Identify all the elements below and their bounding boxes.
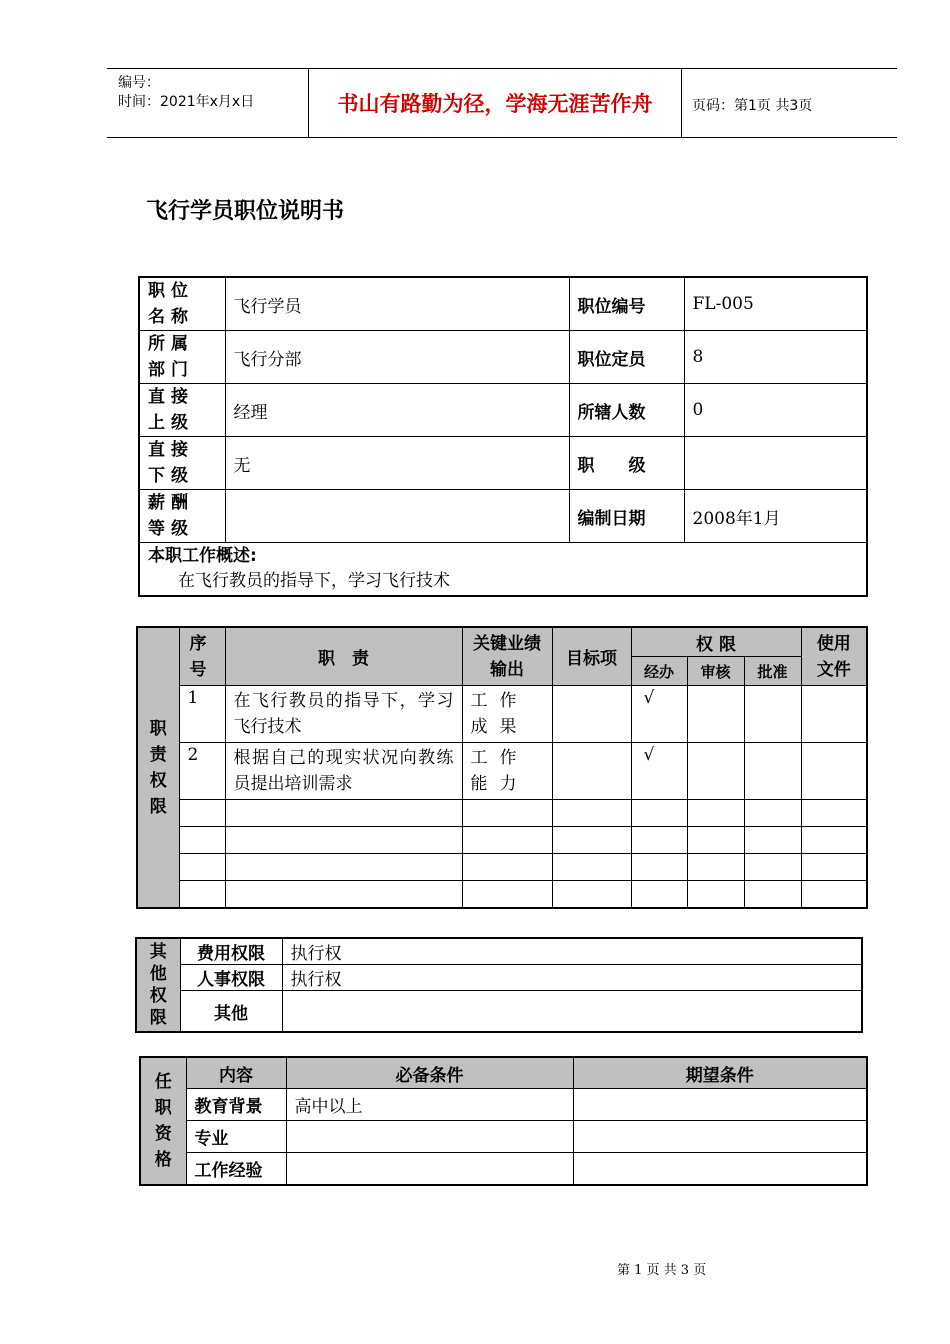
row-target: [552, 743, 631, 800]
document-title: 飞行学员职位说明书: [146, 199, 345, 224]
value-other-authority: [282, 991, 862, 1033]
other-authority-table: [135, 937, 863, 1033]
table-row: [139, 331, 867, 384]
label-education: 教育背景: [186, 1089, 286, 1121]
table-row: [140, 1153, 867, 1186]
table-row: [136, 965, 862, 991]
table-row: [137, 800, 867, 827]
qualifications-section-label-cell: [140, 1057, 186, 1185]
table-row: [137, 743, 867, 800]
other-section-label-cell: [136, 938, 180, 1032]
value-superior: 经理: [225, 384, 569, 437]
value-education-required: 高中以上: [286, 1089, 573, 1121]
summary-cell: [139, 543, 867, 597]
table-row: [137, 686, 867, 743]
row-review: [687, 686, 744, 743]
table-row: [136, 938, 862, 965]
label-department: 所属部门: [139, 331, 225, 384]
table-row: [136, 991, 862, 1033]
table-row: [140, 1057, 867, 1089]
value-major-required: [286, 1121, 573, 1153]
label-date: 编制日期: [569, 490, 684, 543]
value-subordinate: 无: [225, 437, 569, 490]
value-position-code: FL-005: [684, 277, 867, 331]
value-experience-required: [286, 1153, 573, 1186]
label-personnel-authority: 人事权限: [180, 965, 282, 991]
value-grade: [684, 437, 867, 490]
value-subordinates-count: 0: [684, 384, 867, 437]
table-row: [137, 827, 867, 854]
value-position-name: 飞行学员: [225, 277, 569, 331]
header-left-cell: [107, 69, 309, 137]
header-approve: 批准: [744, 657, 801, 686]
duties-table: [136, 626, 868, 909]
label-headcount: 职位定员: [569, 331, 684, 384]
row-handle: √: [631, 686, 687, 743]
table-row: [139, 384, 867, 437]
row-seq: 1: [179, 686, 225, 743]
motto: 书山有路勤为径，学海无涯苦作舟: [309, 69, 682, 137]
value-headcount: 8: [684, 331, 867, 384]
row-duty: 根据自己的现实状况向教练员提出培训需求: [225, 743, 462, 800]
label-position-name: 职位名称: [139, 277, 225, 331]
table-row: [140, 1121, 867, 1153]
page-label: 页码：第1页 共3页: [692, 98, 813, 114]
value-major-expected: [573, 1121, 867, 1153]
basic-info-table: [138, 276, 868, 597]
header-docs: 使用文件: [801, 627, 867, 686]
value-department: 飞行分部: [225, 331, 569, 384]
header-handle: 经办: [631, 657, 687, 686]
value-expense-authority: 执行权: [282, 938, 862, 965]
table-row: [139, 437, 867, 490]
header-required: 必备条件: [286, 1057, 573, 1089]
page-header: [107, 68, 897, 138]
value-date: 2008年1月: [684, 490, 867, 543]
row-approve: [744, 686, 801, 743]
table-row: [137, 881, 867, 909]
label-position-code: 职位编号: [569, 277, 684, 331]
page-footer: 第 1 页 共 3 页: [617, 1263, 707, 1278]
label-expense-authority: 费用权限: [180, 938, 282, 965]
duties-section-label-cell: [137, 627, 179, 908]
row-seq: 2: [179, 743, 225, 800]
row-docs: [801, 743, 867, 800]
header-target: 目标项: [552, 627, 631, 686]
header-expected: 期望条件: [573, 1057, 867, 1089]
value-education-expected: [573, 1089, 867, 1121]
table-row: [139, 490, 867, 543]
value-salary-level: [225, 490, 569, 543]
label-major: 专业: [186, 1121, 286, 1153]
other-section-label: 其他权限: [149, 942, 167, 1028]
summary-label: 本职工作概述:: [148, 546, 257, 566]
row-review: [687, 743, 744, 800]
row-handle: √: [631, 743, 687, 800]
row-duty: 在飞行教员的指导下，学习飞行技术: [225, 686, 462, 743]
header-review: 审核: [687, 657, 744, 686]
row-target: [552, 686, 631, 743]
label-superior: 直接上级: [139, 384, 225, 437]
label-other-authority: 其他: [180, 991, 282, 1033]
header-authority: 权 限: [631, 627, 801, 657]
duties-section-label: 职责权限: [149, 718, 167, 817]
row-docs: [801, 686, 867, 743]
value-experience-expected: [573, 1153, 867, 1186]
header-kpi: 关键业绩输出: [462, 627, 552, 686]
qualifications-table: [139, 1056, 868, 1186]
label-experience: 工作经验: [186, 1153, 286, 1186]
label-grade: 职 级: [569, 437, 684, 490]
table-row: [139, 277, 867, 331]
table-row: [139, 543, 867, 597]
table-row: [137, 627, 867, 657]
header-content: 内容: [186, 1057, 286, 1089]
row-approve: [744, 743, 801, 800]
label-subordinate: 直接下级: [139, 437, 225, 490]
table-row: [140, 1089, 867, 1121]
table-row: [137, 854, 867, 881]
header-seq: 序号: [179, 627, 225, 686]
time-label: 时间：2021年x月x日: [118, 94, 255, 110]
value-personnel-authority: 执行权: [282, 965, 862, 991]
number-label: 编号：: [118, 75, 160, 91]
label-subordinates-count: 所辖人数: [569, 384, 684, 437]
qualifications-section-label: 任职资格: [154, 1072, 172, 1170]
summary-text: 在飞行教员的指导下，学习飞行技术: [178, 571, 450, 591]
row-kpi: 工作能力: [462, 743, 552, 800]
row-kpi: 工作成果: [462, 686, 552, 743]
header-duty: 职 责: [225, 627, 462, 686]
label-salary-level: 薪酬等级: [139, 490, 225, 543]
